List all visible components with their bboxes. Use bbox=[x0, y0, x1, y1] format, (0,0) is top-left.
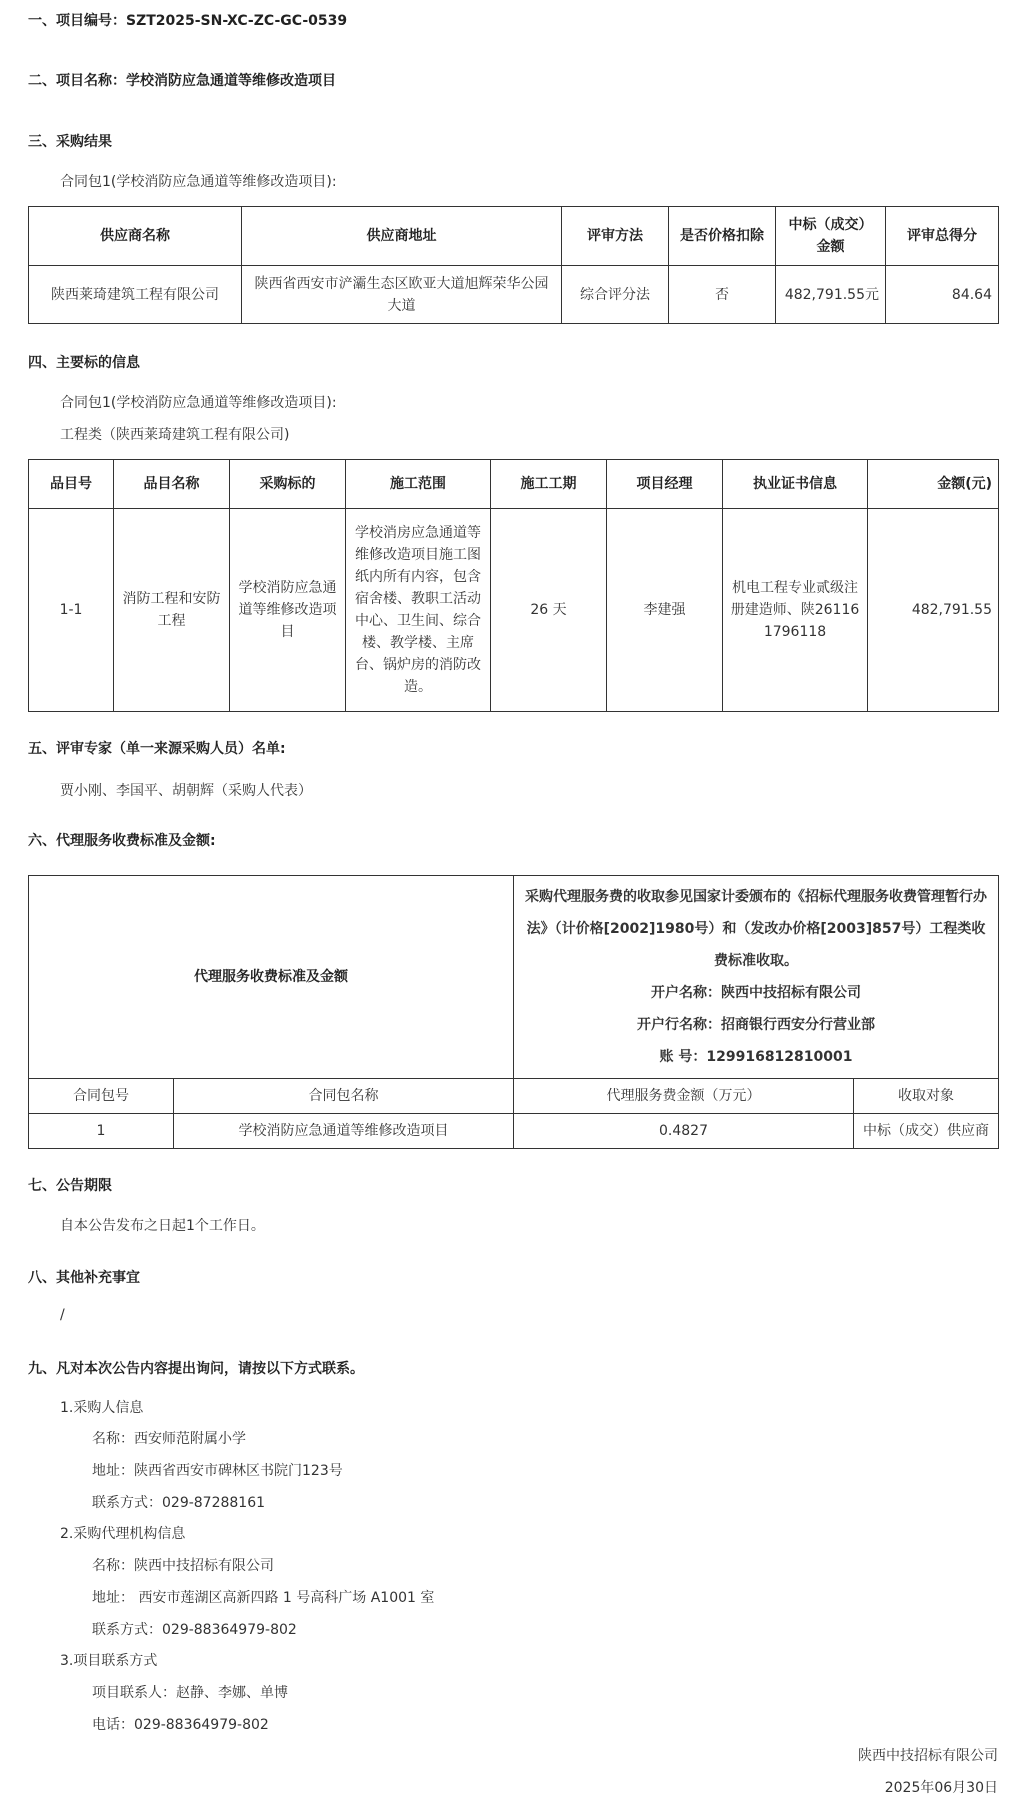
experts-list: 贾小刚、李国平、胡朝辉（采购人代表） bbox=[60, 783, 312, 799]
header-package-no: 合同包号 bbox=[29, 1079, 174, 1114]
section-period: 七、公告期限 bbox=[28, 1178, 112, 1194]
subject-table bbox=[28, 459, 999, 712]
project-contact-title: 3.项目联系方式 bbox=[60, 1653, 158, 1669]
cell-supplier: 陕西莱琦建筑工程有限公司 bbox=[29, 266, 242, 324]
header-item-name: 品目名称 bbox=[114, 460, 230, 509]
section-agency-fee: 六、代理服务收费标准及金额: bbox=[28, 833, 216, 849]
cell-score: 84.64 bbox=[886, 266, 999, 324]
project-contact-people: 项目联系人：赵静、李娜、单博 bbox=[92, 1685, 288, 1701]
cell-price-deduction: 否 bbox=[669, 266, 776, 324]
cell-charge-target: 中标（成交）供应商 bbox=[854, 1114, 999, 1149]
cell-package-name: 学校消防应急通道等维修改造项目 bbox=[174, 1114, 514, 1149]
cell-address: 陕西省西安市浐灞生态区欧亚大道旭辉荣华公园大道 bbox=[242, 266, 562, 324]
table-row bbox=[29, 266, 999, 324]
cell-scope: 学校消房应急通道等维修改造项目施工图纸内所有内容，包含宿舍楼、教职工活动中心、卫生间、综合楼、教学楼、主席台、锅炉房的消防改造。 bbox=[346, 509, 491, 712]
agent-address: 地址： 西安市莲湖区高新四路 1 号高科广场 A1001 室 bbox=[92, 1590, 435, 1606]
header-total-score: 评审总得分 bbox=[886, 207, 999, 266]
cell-manager: 李建强 bbox=[607, 509, 723, 712]
cell-method: 综合评分法 bbox=[562, 266, 669, 324]
header-package-name: 合同包名称 bbox=[174, 1079, 514, 1114]
table-row bbox=[29, 1114, 999, 1149]
result-package-label: 合同包1(学校消防应急通道等维修改造项目): bbox=[60, 174, 337, 190]
table-header-row bbox=[29, 1079, 999, 1114]
fee-account-name: 开户名称：陕西中技招标有限公司 bbox=[651, 985, 861, 1001]
section-other: 八、其他补充事宜 bbox=[28, 1270, 140, 1286]
header-scope: 施工范围 bbox=[346, 460, 491, 509]
cell-package-no: 1 bbox=[29, 1114, 174, 1149]
fee-description: 采购代理服务费的收取参见国家计委颁布的《招标代理服务收费管理暂行办法》（计价格[2002]1980号）和（发改办价格[2003]857号）工程类收费标准收取。 bbox=[525, 889, 987, 969]
header-fee-amount: 代理服务费金额（万元） bbox=[514, 1079, 854, 1114]
header-supplier-name: 供应商名称 bbox=[29, 207, 242, 266]
header-manager: 项目经理 bbox=[607, 460, 723, 509]
fee-title: 代理服务收费标准及金额 bbox=[29, 876, 514, 1079]
table-header-row bbox=[29, 460, 999, 509]
cell-amount: 482,791.55元 bbox=[776, 266, 886, 324]
cell-target: 学校消防应急通道等维修改造项目 bbox=[230, 509, 346, 712]
fee-bank-name: 开户行名称：招商银行西安分行营业部 bbox=[637, 1017, 875, 1033]
section-project-name: 二、项目名称：学校消防应急通道等维修改造项目 bbox=[28, 73, 336, 89]
cell-amount: 482,791.55 bbox=[868, 509, 999, 712]
header-price-deduction: 是否价格扣除 bbox=[669, 207, 776, 266]
header-charge-target: 收取对象 bbox=[854, 1079, 999, 1114]
header-certificate: 执业证书信息 bbox=[723, 460, 868, 509]
buyer-title: 1.采购人信息 bbox=[60, 1400, 144, 1416]
cell-fee-amount: 0.4827 bbox=[514, 1114, 854, 1149]
cell-item-no: 1-1 bbox=[29, 509, 114, 712]
header-review-method: 评审方法 bbox=[562, 207, 669, 266]
section-project-number: 一、项目编号：SZT2025-SN-XC-ZC-GC-0539 bbox=[28, 13, 348, 29]
section-main-subject: 四、主要标的信息 bbox=[28, 355, 140, 371]
header-period: 施工工期 bbox=[491, 460, 607, 509]
table-header-row bbox=[29, 207, 999, 266]
cell-period: 26 天 bbox=[491, 509, 607, 712]
fee-table bbox=[28, 875, 999, 1149]
header-supplier-address: 供应商地址 bbox=[242, 207, 562, 266]
result-table bbox=[28, 206, 999, 324]
project-contact-phone: 电话：029-88364979-802 bbox=[92, 1717, 269, 1733]
signature-date: 2025年06月30日 bbox=[884, 1780, 998, 1796]
subject-package-label: 合同包1(学校消防应急通道等维修改造项目): bbox=[60, 395, 337, 411]
buyer-phone: 联系方式：029-87288161 bbox=[92, 1495, 266, 1511]
section-procurement-result: 三、采购结果 bbox=[28, 134, 112, 150]
header-target: 采购标的 bbox=[230, 460, 346, 509]
header-winning-amount: 中标（成交）金额 bbox=[776, 207, 886, 266]
fee-standard-row bbox=[29, 876, 999, 1079]
buyer-address: 地址：陕西省西安市碑林区书院门123号 bbox=[92, 1463, 343, 1479]
fee-description-cell bbox=[514, 876, 999, 1079]
fee-account-number: 账 号：129916812810001 bbox=[659, 1049, 853, 1065]
subject-category-label: 工程类（陕西莱琦建筑工程有限公司) bbox=[60, 427, 290, 443]
agent-phone: 联系方式：029-88364979-802 bbox=[92, 1622, 297, 1638]
other-text: / bbox=[60, 1307, 65, 1323]
cell-item-name: 消防工程和安防工程 bbox=[114, 509, 230, 712]
period-text: 自本公告发布之日起1个工作日。 bbox=[60, 1218, 265, 1234]
section-contact: 九、凡对本次公告内容提出询问，请按以下方式联系。 bbox=[28, 1361, 364, 1377]
header-amount: 金额(元) bbox=[868, 460, 999, 509]
cell-certificate: 机电工程专业贰级注册建造师、陕261161796118 bbox=[723, 509, 868, 712]
table-row bbox=[29, 509, 999, 712]
agent-name: 名称：陕西中技招标有限公司 bbox=[92, 1558, 274, 1574]
agent-title: 2.采购代理机构信息 bbox=[60, 1526, 186, 1542]
buyer-name: 名称：西安师范附属小学 bbox=[92, 1431, 246, 1447]
header-item-no: 品目号 bbox=[29, 460, 114, 509]
signature-org: 陕西中技招标有限公司 bbox=[858, 1748, 998, 1764]
section-experts: 五、评审专家（单一来源采购人员）名单: bbox=[28, 741, 286, 757]
